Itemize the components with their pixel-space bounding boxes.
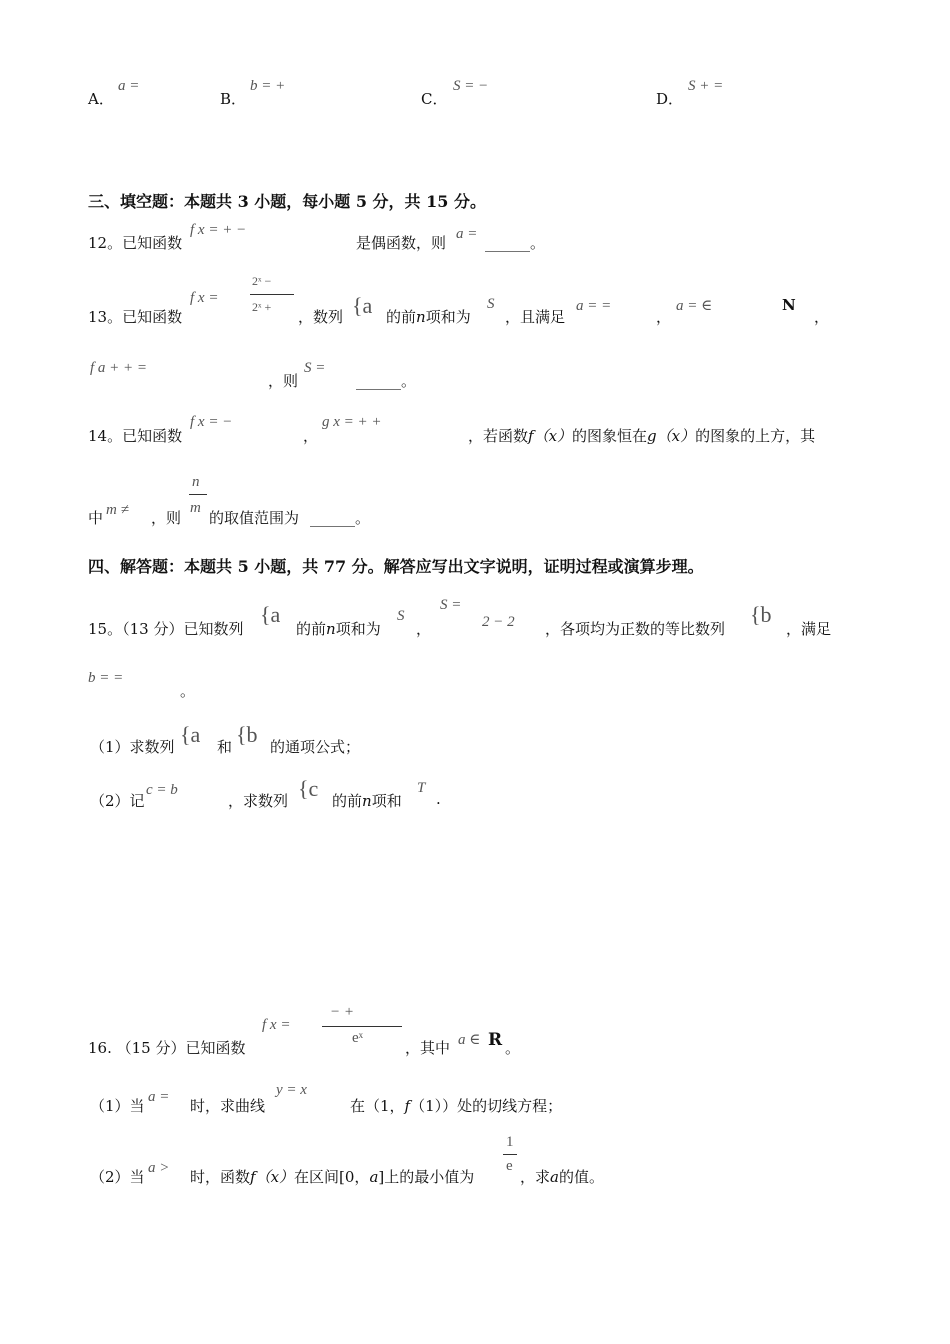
q15-frac-expr: 2 − 2 bbox=[482, 614, 515, 630]
option-b-label: B． bbox=[220, 90, 247, 108]
q15-part1-and: 和 bbox=[217, 738, 233, 756]
q14 bbox=[88, 425, 182, 446]
q16-text: ，其中 bbox=[405, 1039, 451, 1057]
option-b bbox=[220, 88, 246, 109]
q13-text2 bbox=[386, 306, 471, 327]
q14-text bbox=[468, 425, 815, 446]
q16-score: （15 分） bbox=[116, 1039, 186, 1057]
q14-line2-math: m ≠ bbox=[106, 502, 129, 518]
q15-part1-brace-b: {b bbox=[236, 722, 258, 747]
q16-end: 。 bbox=[505, 1039, 521, 1057]
q15-text2 bbox=[296, 618, 381, 639]
q15-part2-text2 bbox=[332, 790, 402, 811]
q13-line2-S: S = bbox=[304, 360, 326, 376]
option-b-math: b = + bbox=[250, 78, 286, 94]
q13-line2-text: ，则 bbox=[268, 372, 299, 390]
q16-part1-text3: （1））处的切线方程； bbox=[410, 1097, 563, 1115]
q16 bbox=[88, 1037, 246, 1058]
section-4-title: 四、解答题：本题共 5 小题，共 77 分。解答应写出文字说明，证明过程或演算步理。 bbox=[88, 557, 704, 576]
q14-math-f: f x = − bbox=[190, 414, 233, 430]
q14-frac-bot: m bbox=[190, 500, 201, 516]
q13-answer-blank[interactable] bbox=[356, 370, 416, 391]
q14-text-a: ，若函数 bbox=[468, 427, 529, 445]
q14-line2-text: ，则 bbox=[151, 509, 182, 527]
q16-part2-text3: ]上的最小值为 bbox=[378, 1168, 475, 1186]
q16-math-a: a ∈ bbox=[458, 1032, 481, 1048]
q16-part2-label: （2）当 bbox=[90, 1168, 145, 1186]
q13-text4: ，且满足 bbox=[505, 308, 566, 326]
q16-set-R: R bbox=[488, 1030, 503, 1050]
q16-pre: 已知函数 bbox=[185, 1039, 246, 1057]
q16-part1-math: a = bbox=[148, 1089, 170, 1105]
option-c-label: C． bbox=[421, 90, 448, 108]
q15-brace-a: {a bbox=[260, 602, 281, 627]
q13-comma1: ，数列 bbox=[298, 308, 344, 326]
option-a-math: a = bbox=[118, 78, 140, 94]
q14-answer-blank[interactable] bbox=[310, 507, 370, 528]
option-d bbox=[656, 88, 683, 109]
q13-cond2: a = ∈ bbox=[676, 298, 713, 314]
q13 bbox=[88, 306, 182, 327]
q16-part1-text: 时，求曲线 bbox=[190, 1097, 266, 1115]
q16-math-f: f x = bbox=[262, 1017, 291, 1033]
option-a bbox=[88, 88, 114, 109]
q15-brace-b: {b bbox=[750, 602, 772, 627]
q16-number: 16. bbox=[88, 1039, 112, 1057]
q12 bbox=[88, 232, 182, 253]
q16-part1-curve: y = x bbox=[276, 1082, 307, 1098]
q15-n: n bbox=[326, 620, 336, 638]
q15-part2-text2-a: 的前 bbox=[332, 792, 363, 810]
q14-line2-pre: 中 bbox=[88, 509, 104, 527]
q15-part2-text3: 项和 bbox=[371, 792, 402, 810]
q15-part2-brace-c: {c bbox=[298, 776, 319, 801]
q14-frac-line bbox=[189, 494, 207, 495]
q15-math-S: S = bbox=[440, 597, 462, 613]
q15-comma: ， bbox=[416, 620, 432, 638]
q12-answer-blank[interactable] bbox=[485, 232, 545, 253]
q16-part2-text5: 的值。 bbox=[558, 1168, 604, 1186]
q13-comma3: ， bbox=[814, 308, 830, 326]
q16-part2-text bbox=[190, 1166, 474, 1187]
q15-part2-n: n bbox=[362, 792, 372, 810]
q13-line2-math: f a + + = bbox=[90, 360, 148, 376]
q13-text2-a: 的前 bbox=[386, 308, 417, 326]
q16-part1-f: f bbox=[404, 1097, 411, 1115]
q13-frac-top: 2ˣ − bbox=[252, 274, 272, 288]
q13-cond1: a = = bbox=[576, 298, 612, 314]
q14-text3: 的图象的上方，其 bbox=[695, 427, 816, 445]
option-d-math: S + = bbox=[688, 78, 724, 94]
q15-part2-math: c = b bbox=[146, 782, 178, 798]
q13-text3: 项和为 bbox=[425, 308, 471, 326]
q15-part1-text: 的通项公式； bbox=[270, 738, 361, 756]
q14-frac-top: n bbox=[192, 474, 200, 490]
q15-text2-a: 的前 bbox=[296, 620, 327, 638]
q12-number: 12。 bbox=[88, 234, 123, 252]
q13-S: S bbox=[487, 296, 495, 312]
q15-part2-T: T bbox=[417, 780, 426, 796]
q14-fx: f（x） bbox=[528, 427, 573, 445]
q15 bbox=[88, 618, 243, 639]
q14-gx: g（x） bbox=[647, 427, 696, 445]
q16-part2-text4-a: ，求 bbox=[520, 1168, 551, 1186]
option-d-label: D． bbox=[656, 90, 684, 108]
q14-pre: 已知函数 bbox=[122, 427, 183, 445]
q14-line2-text2: 的取值范围为 bbox=[209, 509, 300, 527]
q15-S: S bbox=[397, 608, 405, 624]
q16-frac-bot: eˣ bbox=[352, 1030, 363, 1046]
q14-math-g: g x = + + bbox=[322, 414, 382, 430]
q16-part2-math: a > bbox=[148, 1160, 170, 1176]
q13-blank: ______ bbox=[356, 372, 401, 390]
q12-blank: ______ bbox=[485, 234, 530, 252]
q16-part2-text-a: 时，函数 bbox=[190, 1168, 251, 1186]
q16-part2-a: a bbox=[369, 1168, 379, 1186]
q12-math: f x = + − bbox=[190, 222, 247, 238]
q16-frac-line bbox=[322, 1026, 402, 1027]
q15-pre: 已知数列 bbox=[183, 620, 244, 638]
q16-part2-a2: a bbox=[550, 1168, 559, 1186]
q13-end: 。 bbox=[401, 372, 417, 390]
q12-pre: 已知函数 bbox=[122, 234, 183, 252]
q13-pre: 已知函数 bbox=[122, 308, 183, 326]
q14-text2: 的图象恒在 bbox=[572, 427, 648, 445]
q13-brace-a: {a bbox=[352, 293, 373, 318]
q16-part2-frac-bot: e bbox=[506, 1158, 513, 1174]
q16-part2-text2: 在区间[0， bbox=[294, 1168, 370, 1186]
q16-part2-text4 bbox=[520, 1166, 604, 1187]
q13-math-f: f x = bbox=[190, 290, 219, 306]
section-3-title: 三、填空题：本题共 3 小题，每小题 5 分，共 15 分。 bbox=[88, 192, 486, 211]
q13-set-N: N bbox=[782, 296, 796, 314]
q15-text5: ，满足 bbox=[786, 620, 832, 638]
q14-blank: ______ bbox=[310, 509, 355, 527]
q15-part2-text: ，求数列 bbox=[228, 792, 289, 810]
q13-frac-bot: 2ˣ + bbox=[252, 300, 272, 314]
q16-part2-fx: f（x） bbox=[250, 1168, 295, 1186]
q16-part1-label: （1）当 bbox=[90, 1097, 145, 1115]
q16-part1-text2-a: 在（1， bbox=[350, 1097, 405, 1115]
q15-part1-label: （1）求数列 bbox=[90, 738, 175, 756]
q15-line2-end: 。 bbox=[180, 682, 196, 700]
q16-part1-text2 bbox=[350, 1095, 562, 1116]
q12-var: a = bbox=[456, 226, 478, 242]
q14-end: 。 bbox=[355, 509, 371, 527]
q15-score: （13 分） bbox=[122, 620, 184, 638]
q15-part2-label: （2）记 bbox=[90, 792, 145, 810]
q15-part1-brace-a: {a bbox=[180, 722, 201, 747]
option-a-label: A． bbox=[88, 90, 114, 108]
option-c-math: S = − bbox=[453, 78, 489, 94]
q16-part2-frac-line bbox=[503, 1154, 517, 1155]
q12-mid: 是偶函数，则 bbox=[356, 234, 447, 252]
q16-part2-frac-top: 1 bbox=[506, 1134, 514, 1150]
q13-number: 13。 bbox=[88, 308, 123, 326]
q15-part2-end: . bbox=[436, 790, 441, 808]
q15-text4: ，各项均为正数的等比数列 bbox=[545, 620, 726, 638]
option-c bbox=[421, 88, 447, 109]
q15-text3: 项和为 bbox=[335, 620, 381, 638]
q16-frac-top: − + bbox=[330, 1004, 354, 1020]
q14-comma: ， bbox=[303, 427, 319, 445]
q13-n: n bbox=[416, 308, 426, 326]
q13-comma2: ， bbox=[656, 308, 672, 326]
q15-number: 15。 bbox=[88, 620, 123, 638]
q14-number: 14。 bbox=[88, 427, 123, 445]
q13-frac-line bbox=[250, 294, 294, 295]
q12-end: 。 bbox=[530, 234, 546, 252]
q15-line2-math: b = = bbox=[88, 670, 124, 686]
